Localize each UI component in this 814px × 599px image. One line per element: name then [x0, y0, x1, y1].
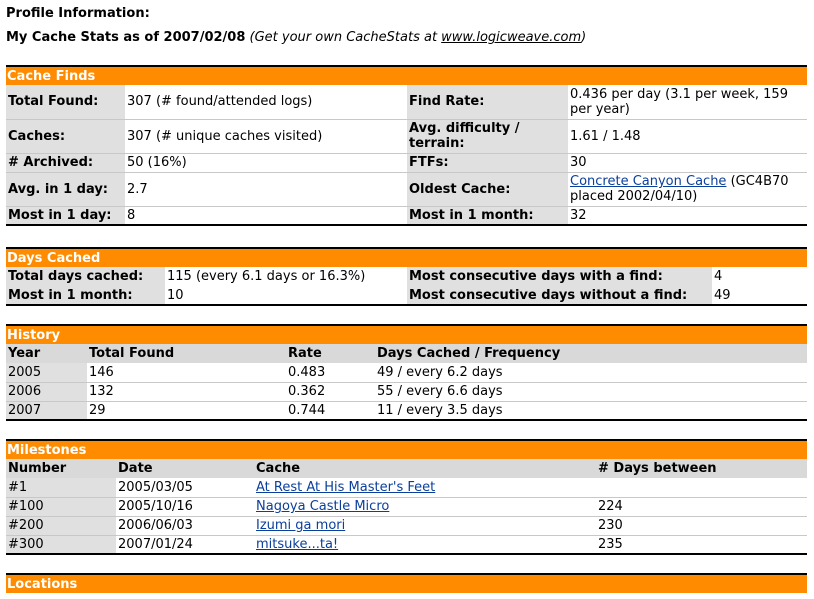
table-row: #100 2005/10/16 Nagoya Castle Micro 224: [6, 497, 807, 516]
cache-finds-title: Cache Finds: [6, 65, 807, 85]
table-row: Total days cached: 115 (every 6.1 days or 16.3%) Most consecutive days with a find: 4: [6, 267, 807, 286]
logicweave-link[interactable]: www.logicweave.com: [441, 30, 582, 45]
milestones-title: Milestones: [6, 439, 807, 459]
locations-section: [6, 573, 807, 593]
history-title: History: [6, 324, 807, 344]
table-row: Most in 1 month: 10 Most consecutive days without a find: 49: [6, 286, 807, 305]
stats-title: My Cache Stats as of 2007/02/08: [6, 30, 246, 45]
milestone-cache-link[interactable]: Izumi ga mori: [256, 518, 346, 533]
table-row: 2006 132 0.362 55 / every 6.6 days: [6, 382, 807, 401]
table-row: #200 2006/06/03 Izumi ga mori 230: [6, 516, 807, 535]
history-table: [6, 344, 807, 421]
milestone-cache-link[interactable]: Nagoya Castle Micro: [256, 499, 390, 514]
oldest-cache-value: Concrete Canyon Cache (GC4B70 placed 2002/04/10): [568, 172, 807, 206]
table-row: #300 2007/01/24 mitsuke...ta! 235: [6, 535, 807, 554]
table-row: # Archived: 50 (16%) FTFs: 30: [6, 153, 807, 172]
table-header-row: Year Total Found Rate Days Cached / Frequency: [6, 344, 807, 363]
stats-title-line: [6, 30, 586, 45]
table-row: Avg. in 1 day: 2.7 Oldest Cache: Concrete Canyon Cache (GC4B70 placed 2002/04/10): [6, 172, 807, 206]
milestones-section: [6, 439, 807, 555]
milestone-cache-link[interactable]: At Rest At His Master's Feet: [256, 479, 436, 495]
milestones-table: [6, 459, 807, 555]
table-row: 2007 29 0.744 11 / every 3.5 days: [6, 401, 807, 420]
days-cached-table: [6, 267, 807, 306]
days-cached-title: Days Cached: [6, 247, 807, 267]
days-cached-section: [6, 247, 807, 306]
table-row: Caches: 307 (# unique caches visited) Avg. difficulty / terrain: 1.61 / 1.48: [6, 119, 807, 153]
profile-title: Profile Information:: [6, 6, 150, 21]
history-section: [6, 324, 807, 421]
milestone-cache-link[interactable]: mitsuke...ta!: [256, 536, 339, 552]
table-row: 2005 146 0.483 49 / every 6.2 days: [6, 363, 807, 382]
oldest-cache-link[interactable]: Concrete Canyon Cache: [570, 174, 727, 189]
table-row: #1 2005/03/05 At Rest At His Master's Feet: [6, 478, 807, 497]
cache-finds-section: [6, 65, 807, 226]
promo-text: (Get your own CacheStats at www.logicweave.com): [249, 30, 587, 45]
table-row: Total Found: 307 (# found/attended logs) Find Rate: 0.436 per day (3.1 per week, 159 per year): [6, 85, 807, 119]
table-row: Most in 1 day: 8 Most in 1 month: 32: [6, 206, 807, 225]
table-header-row: Number Date Cache # Days between: [6, 459, 807, 478]
locations-title: Locations: [6, 573, 807, 593]
cache-finds-table: [6, 85, 807, 226]
